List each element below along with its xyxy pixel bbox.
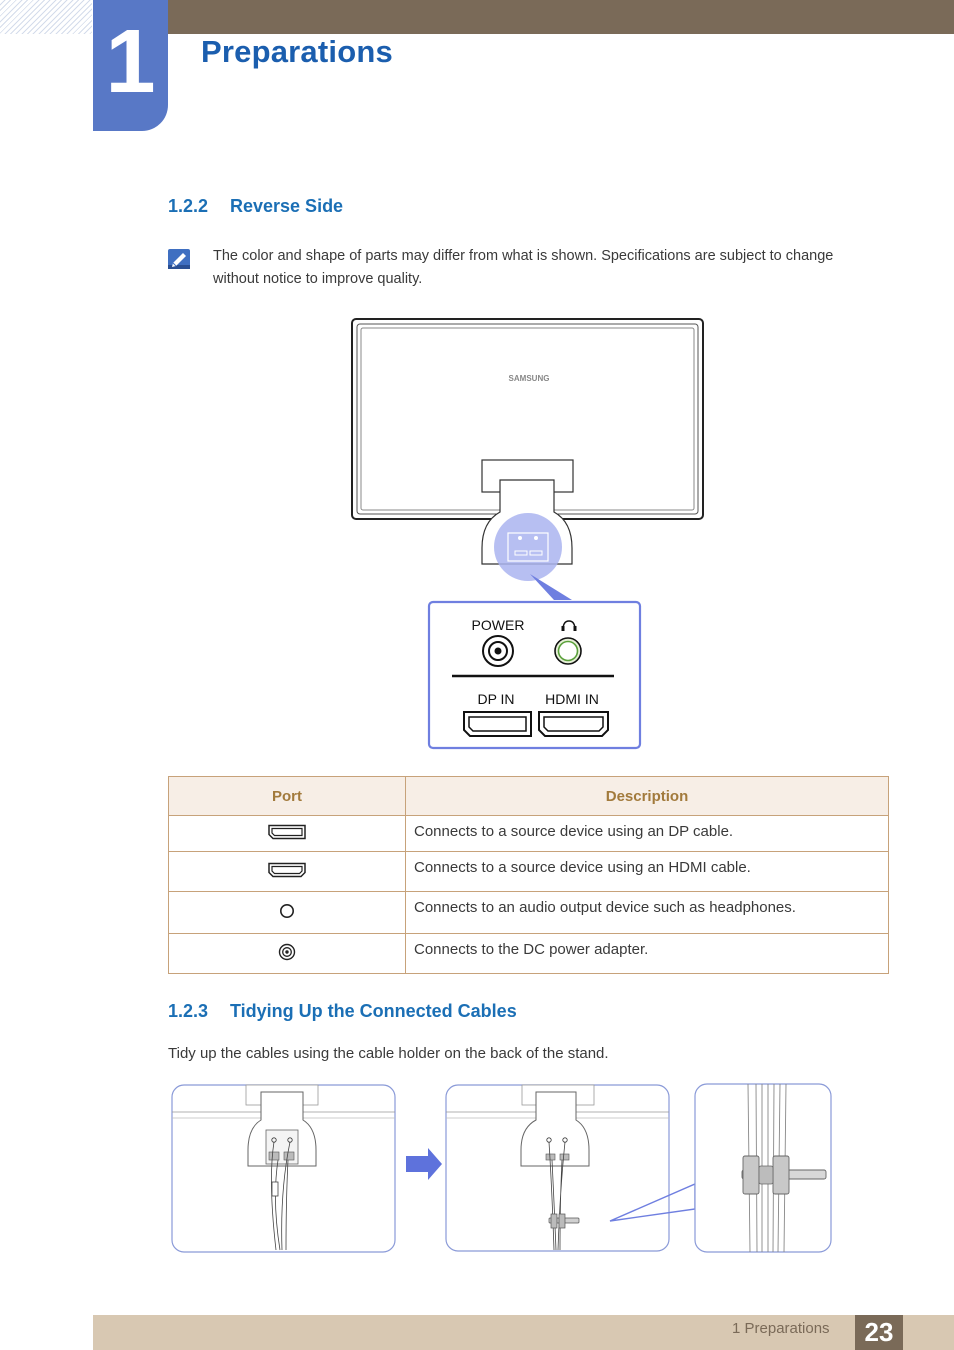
port-icon-cell [169, 892, 406, 934]
monitor-rear-diagram [340, 312, 720, 754]
port-icon-cell [169, 816, 406, 852]
headphone-jack-icon [555, 638, 581, 664]
cable-tidy-illustrations [168, 1080, 836, 1256]
cables-instruction-text: Tidy up the cables using the cable holder on the back of the stand. [168, 1045, 609, 1062]
section-number: 1.2.2 [168, 196, 209, 216]
section-title: Tidying Up the Connected Cables [230, 1001, 517, 1021]
table-row [169, 852, 889, 892]
monitor-stand [482, 460, 573, 600]
table-row [169, 816, 889, 852]
section-title: Reverse Side [230, 196, 344, 216]
headphone-jack-icon [279, 903, 295, 919]
brand-logo: SAMSUNG [508, 374, 550, 383]
cable-holder-zoom-image [695, 1084, 831, 1252]
description-cell: Connects to an audio output device such as headphones. [406, 892, 889, 934]
section-heading-tidying-cables [168, 1001, 517, 1022]
description-column-header: Description [406, 777, 889, 816]
port-column-header: Port [169, 777, 406, 816]
hdmi-in-label: HDMI IN [545, 691, 599, 707]
port-icon-cell [169, 934, 406, 974]
table-row [169, 934, 889, 974]
section-heading-reverse-side [168, 196, 343, 217]
dp-port-icon [464, 712, 531, 736]
chapter-title: Preparations [201, 34, 393, 69]
description-cell: Connects to the DC power adapter. [406, 934, 889, 974]
page-number: 23 [855, 1315, 903, 1350]
port-icon-cell [169, 852, 406, 892]
port-table [168, 776, 889, 974]
dp-in-label: DP IN [477, 691, 515, 707]
hdmi-port-icon [268, 862, 306, 878]
power-label: POWER [471, 617, 525, 633]
header-bar [168, 0, 954, 34]
chapter-number-tab: 1 [93, 0, 168, 131]
header-pattern [0, 0, 92, 34]
footer-chapter-label: 1 Preparations [732, 1320, 830, 1337]
power-jack-icon [483, 636, 513, 666]
description-cell: Connects to a source device using an HDMI cable. [406, 852, 889, 892]
note-text: The color and shape of parts may differ from what is shown. Specifications are subject to change without notice to improve quality. [213, 248, 834, 287]
table-row [169, 892, 889, 934]
cables-before-image [172, 1085, 395, 1252]
section-number: 1.2.3 [168, 1001, 209, 1021]
hdmi-port-icon [539, 712, 608, 736]
arrow-right-icon [406, 1148, 442, 1180]
port-callout-panel [429, 602, 640, 748]
power-jack-icon [278, 943, 296, 961]
note-icon [167, 247, 191, 271]
dp-port-icon [268, 824, 306, 840]
table-header-row [169, 777, 889, 816]
description-cell: Connects to a source device using an DP cable. [406, 816, 889, 852]
cables-after-image [446, 1085, 669, 1251]
